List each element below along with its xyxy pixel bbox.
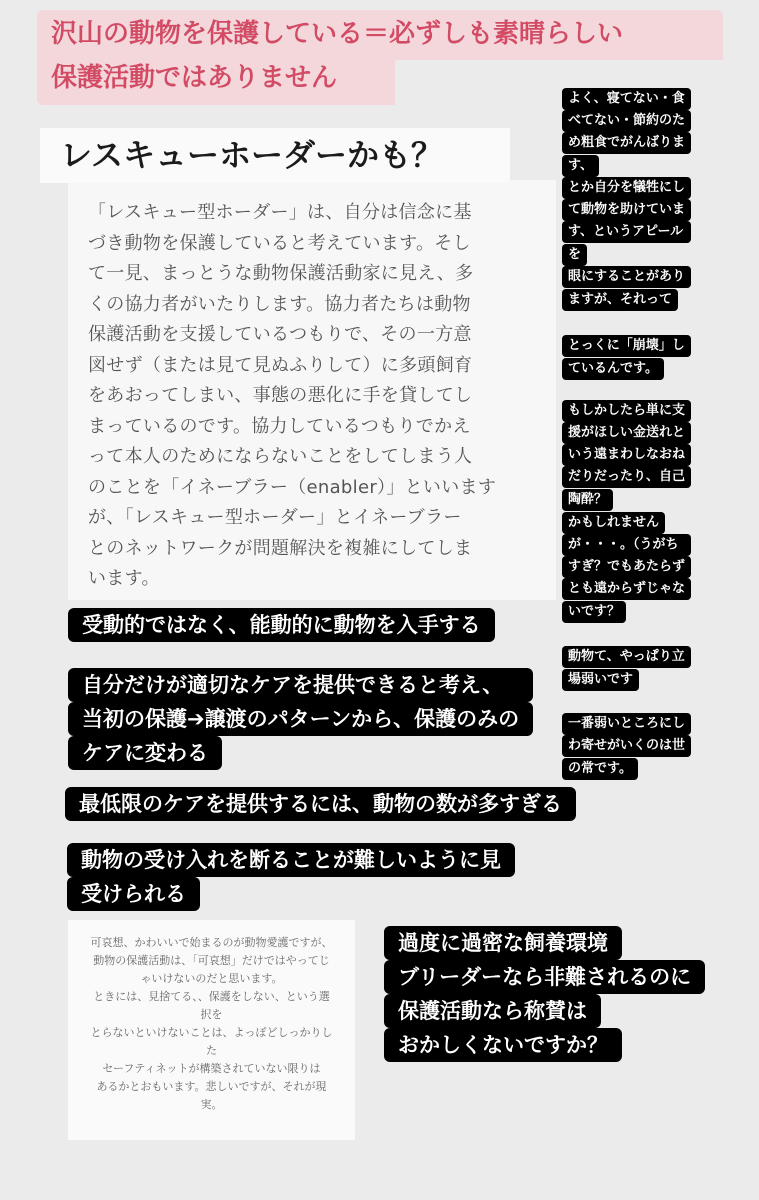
title-line-2: 保護活動ではありません xyxy=(51,63,338,93)
side-comment-2 xyxy=(562,334,691,380)
body-line: 保護活動を支援しているつもりで、その一方意 xyxy=(88,324,472,345)
body-line xyxy=(88,564,548,578)
body-line: まっているのです。協力しているつもりでかえ xyxy=(88,415,471,437)
point-line: 保護活動なら称賛は xyxy=(384,994,601,1028)
side-comment-line: の常です。 xyxy=(562,758,638,780)
body-line: をあおってしまい、事態の悪化に手を貸してし xyxy=(88,385,473,406)
side-comment-line: よく、寝てない・食 xyxy=(562,88,691,110)
side-comment-3 xyxy=(562,400,691,623)
side-comment-line: ているんです。 xyxy=(562,358,664,380)
side-comment-line: 陶酔？ xyxy=(562,489,613,511)
point-too-many-animals xyxy=(65,787,576,821)
point-line: おかしくないですか？ xyxy=(384,1028,622,1062)
side-comment-line: いです？ xyxy=(562,601,626,623)
body-line: とのネットワークが問題解決を複雑にしてしま xyxy=(88,537,473,559)
side-comment-line: す、 xyxy=(562,155,599,177)
side-comment-line: わ寄せがいくのは世 xyxy=(562,735,691,757)
title-line-1: 沢山の動物を保護している＝必ずしも素晴らしい xyxy=(51,19,624,49)
point-line: ケアに変わる xyxy=(68,736,222,770)
point-line: 動物の受け入れを断ることが難しいように見 xyxy=(67,843,515,877)
quote-line: 動物の保護活動は、「可哀想」だけではやってじ xyxy=(93,954,330,967)
side-comment-1 xyxy=(562,88,691,311)
quote-line: 実。 xyxy=(200,1098,223,1111)
point-line: 自分だけが適切なケアを提供できると考え、 xyxy=(68,668,533,702)
point-line: 受動的ではなく、能動的に動物を入手する xyxy=(68,608,495,642)
body-line: って本人のためにならないことをしてしまう人 xyxy=(88,446,473,467)
side-comment-line: すぎ？でもあたらず xyxy=(562,556,691,578)
body-line: づき動物を保護していると考えています。そし xyxy=(88,232,471,254)
quote-line: あるかとおもいます。悲しいですが、それが現 xyxy=(96,1080,327,1093)
side-comment-line: を xyxy=(562,244,587,266)
quote-line: ゃいけないのだと思います。 xyxy=(140,972,283,985)
quote-line: セーフティネットが構築されていない限りは xyxy=(102,1062,321,1075)
point-line: 過度に過密な飼養環境 xyxy=(384,926,622,960)
body-line: て一見、まっとうな動物保護活動家に見え、多 xyxy=(88,263,474,284)
point-active-acquisition xyxy=(68,608,495,642)
body-line: 図せず（または見て見ぬふりして）に多頭飼育 xyxy=(88,354,473,376)
point-line: 当初の保護➔譲渡のパターンから、保護のみの xyxy=(68,702,533,736)
side-comment-line: 場弱いです xyxy=(562,669,639,691)
point-care-only xyxy=(68,668,533,770)
point-line: ブリーダーなら非難されるのに xyxy=(384,960,705,994)
quote-line: ときには、見捨てる、、保護をしない、という選 xyxy=(93,990,330,1003)
side-comment-line: とも遠からずじゃな xyxy=(562,578,691,600)
side-comment-line: べてない・節約のた xyxy=(562,110,691,132)
side-comment-line: 眼にすることがあり xyxy=(562,266,691,288)
quote-line: 択を xyxy=(200,1008,223,1021)
side-comment-4 xyxy=(562,646,691,780)
side-comment-line: め粗食でがんばりま xyxy=(562,132,691,154)
quote-box xyxy=(68,920,355,1140)
side-comment-line: 動物て、やっぱり立 xyxy=(562,646,691,668)
side-comment-line: とか自分を犠牲にし xyxy=(562,177,691,199)
side-comment-line: だりだったり、自己 xyxy=(562,466,691,488)
body-line: が、「レスキュー型ホーダー」とイネーブラー xyxy=(88,507,462,528)
side-comment-line: 一番弱いところにし xyxy=(562,713,691,735)
side-comment-line: ますが、それって xyxy=(562,289,678,311)
side-comment-line: かもしれません xyxy=(562,512,665,534)
quote-line: 可哀想、かわいいで始まるのが動物愛護ですが、 xyxy=(90,936,333,949)
side-comment-line: て動物を助けていま xyxy=(562,199,691,221)
side-comment-line: す、というアピール xyxy=(562,221,691,243)
side-comment-line: が・・・。（うがち xyxy=(562,534,691,556)
side-comment-line: もしかしたら単に支 xyxy=(562,400,691,422)
quote-line: とらないといけないことは、よっぽどしっかりし xyxy=(90,1026,333,1039)
body-line: のことを「イネーブラー（enabler）」といいます xyxy=(88,476,497,498)
body-line: 「レスキュー型ホーダー」は、自分は信念に基 xyxy=(88,202,472,223)
article-body xyxy=(88,198,548,578)
page-heading: レスキューホーダーかも？ xyxy=(40,128,510,183)
side-comment-line: 援がほしい金送れと xyxy=(562,422,691,444)
point-cannot-refuse xyxy=(67,843,515,911)
point-line: 最低限のケアを提供するには、動物の数が多すぎる xyxy=(65,787,576,821)
body-line: くの協力者がいたりします。協力者たちは動物 xyxy=(88,293,471,315)
point-line: 受けられる xyxy=(67,877,200,911)
point-overcrowding xyxy=(384,926,714,1062)
side-comment-line: いう遠まわしなおね xyxy=(562,444,691,466)
quote-line: た xyxy=(206,1044,217,1057)
side-comment-line: とっくに「崩壊」し xyxy=(562,335,691,357)
